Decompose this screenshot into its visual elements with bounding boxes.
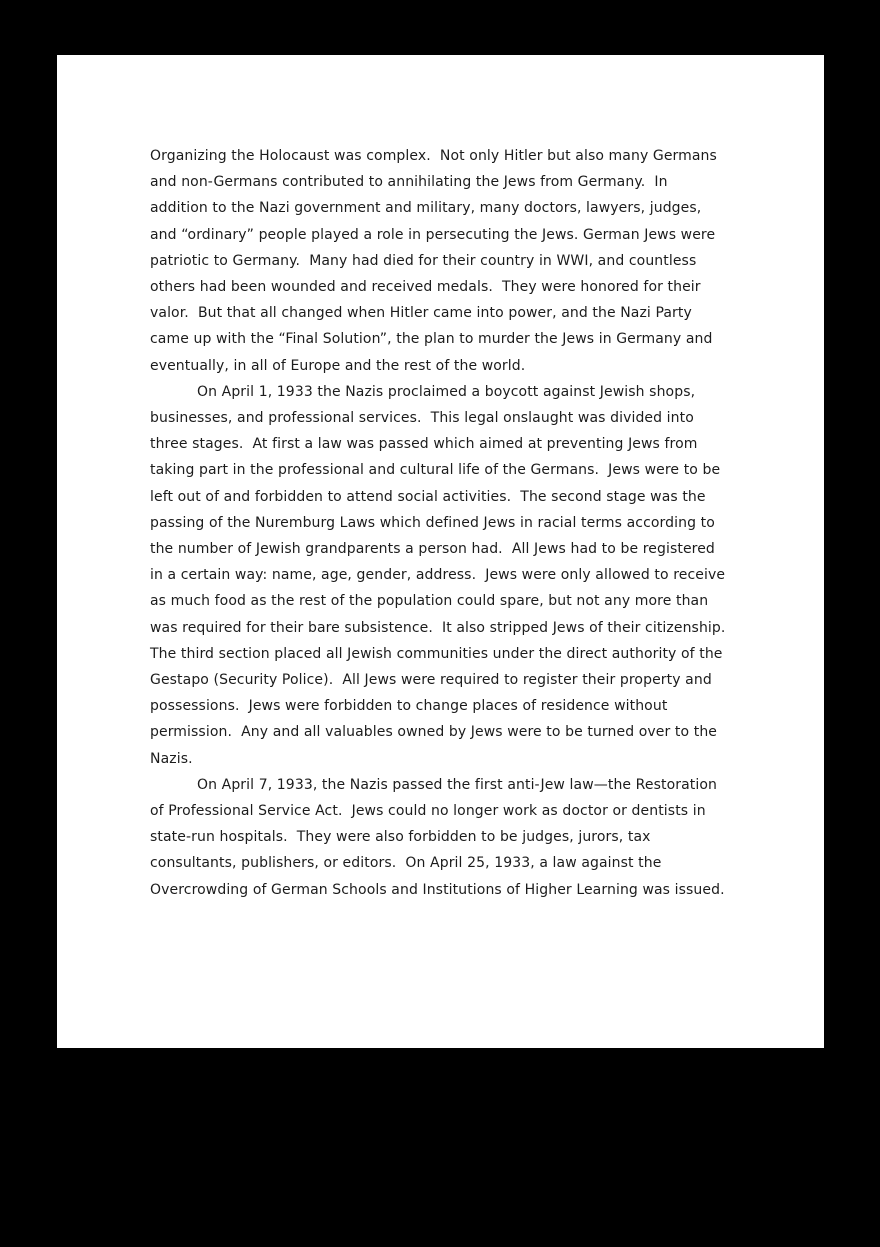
document-text-block — [150, 143, 735, 903]
paragraph: On April 1, 1933 the Nazis proclaimed a boycott against Jewish shops, businesses, and professional services. This legal onslaught was divided into three stages. At first a law was passed which aimed at preventing Jews from taking part in the professional and cultural life of the Germans. Jews were to be left out of and forbidden to attend social activities. The second stage was the passing of the Nuremburg Laws which defined Jews in racial terms according to the number of Jewish grandparents a person had. All Jews had to be registered in a certain way: name, age, gender, address. Jews were only allowed to receive as much food as the rest of the population could spare, but not any more than was required for their bare subsistence. It also stripped Jews of their citizenship. The third section placed all Jewish communities under the direct authority of the Gestapo (Security Police). All Jews were required to register their property and possessions. Jews were forbidden to change places of residence without permission. Any and all valuables owned by Jews were to be turned over to the Nazis. — [150, 383, 735, 767]
paragraph: On April 7, 1933, the Nazis passed the first anti-Jew law—the Restoration of Professional Service Act. Jews could no longer work as doctor or dentists in state-run hospitals. They were also forbidden to be judges, jurors, tax consultants, publishers, or editors. On April 25, 1933, a law against the Overcrowding of German Schools and Institutions of Higher Learning was issued. — [150, 776, 725, 898]
document-page — [57, 55, 824, 1048]
paragraph: Organizing the Holocaust was complex. Not only Hitler but also many Germans and non-Germans contributed to annihilating the Jews from Germany. In addition to the Nazi government and military, many doctors, lawyers, judges, and “ordinary” people played a role in persecuting the Jews. German Jews were patriotic to Germany. Many had died for their country in WWI, and countless others had been wounded and received medals. They were honored for their valor. But that all changed when Hitler came into power, and the Nazi Party came up with the “Final Solution”, the plan to murder the Jews in Germany and eventually, in all of Europe and the rest of the world. — [150, 148, 722, 374]
